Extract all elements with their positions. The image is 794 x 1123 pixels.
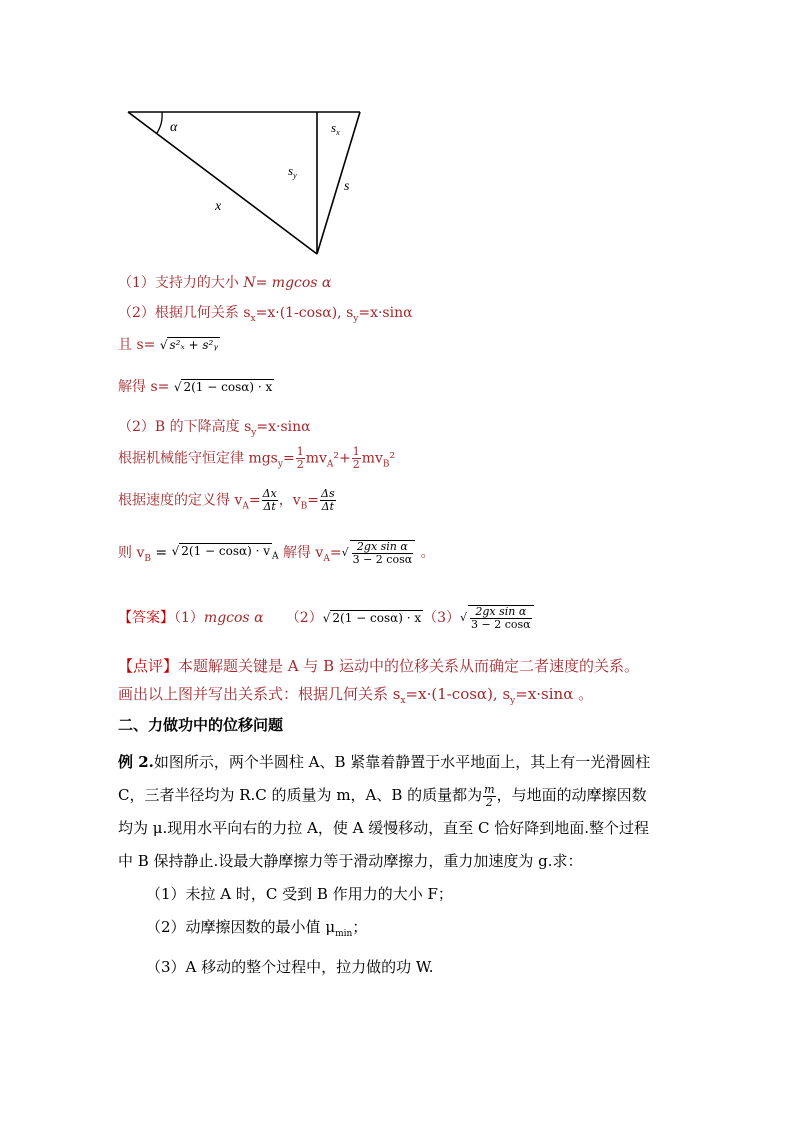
line-s-definition: 且 s= √ s²ₓ + s²ᵧ	[118, 337, 218, 353]
fraction-ds-dt: $\frac{\Delta s}{\Delta t}$	[321, 487, 335, 513]
comment-line-1: 【点评】本题解题关键是 A 与 B 运动中的位移关系从而确定二者速度的关系。	[118, 657, 639, 675]
answer-sqrt-3: √ $\frac{\text{2gx sin α}}{3 - 2 \cos\alpha}$	[460, 605, 535, 631]
line-energy-conservation: 根据机械能守恒定律 mgs$_y$= $\frac{1}{2}$ $mv_A^2+$ $\frac{1}{2}$ $mv_B^2$	[118, 445, 396, 471]
line-b-height: （2）B 的下降高度 $s_y=x\cdot\sin\alpha$	[118, 419, 311, 438]
fraction-dx-dt: $\frac{\Delta x}{\Delta t}$	[262, 487, 277, 513]
comment-block	[118, 655, 688, 712]
question-1: （1）未拉 A 时，C 受到 B 作用力的大小 F；	[146, 885, 453, 903]
answer-line: 【答案】（1）mgcos α （2）√ 2(1 − cosα) · x （3）√ $\frac{\text{2gx sin α}}{3 - 2 \cos\alpha}$	[118, 605, 535, 631]
label-sx: $s_x$	[331, 120, 340, 137]
question-3: （3）A 移动的整个过程中，拉力做的功 W.	[146, 958, 434, 976]
comment-line-2: 画出以上图并写出关系式：根据几何关系 $s_x=x\cdot(1-\cos\alpha)$, $s_y=x\cdot\sin\alpha$ 。	[118, 685, 594, 706]
example-line-1: 例 2.如图所示，两个半圆柱 A、B 紧靠着静置于水平地面上，其上有一光滑圆柱	[118, 753, 651, 771]
fraction-m-2: $\frac{m}{2}$	[484, 782, 495, 809]
answer-tag: 【答案】	[118, 610, 174, 626]
example-line-4: 中 B 保持静止.设最大静摩擦力等于滑动摩擦力，重力加速度为 g.求：	[118, 852, 583, 870]
line-solve-s: 解得 s= √ 2(1 − cosα) · x	[118, 379, 273, 395]
line-vb-va: 则 $v_B$ = √ 2(1 − cosα) · v $_A$ 解得 $v_A=√$ $\frac{\text{2gx sin α}}{3 - 2 \cos\alpha}$ 。	[118, 540, 435, 566]
comment-tag: 【点评】	[118, 657, 179, 675]
sqrt-va-result: √ $\frac{\text{2gx sin α}}{3 - 2 \cos\alpha}$	[342, 540, 417, 566]
line-support-force: （1）支持力的大小 N= mgcos α	[118, 275, 332, 291]
example-line-3: 均为 μ.现用水平向右的力拉 A，使 A 缓慢移动，直至 C 恰好降到地面.整个过程	[118, 819, 650, 837]
label-x: x	[215, 199, 222, 214]
fraction-half-2: $\frac{1}{2}$	[352, 445, 360, 471]
line-geometry-relation: （2）根据几何关系 $s_x=x\cdot(1-\cos\alpha)$, $s_y=x\cdot\sin\alpha$	[118, 305, 413, 324]
line-velocity-definition: 根据速度的定义得 $v_A=$ $\frac{\Delta x}{\Delta t}$ ，$v_B=$ $\frac{\Delta s}{\Delta t}$	[118, 487, 335, 513]
example-line-2: C，三者半径均为 R.C 的质量为 m，A、B 的质量都为 $\frac{m}{2}$ ，与地面的动摩擦因数	[118, 782, 647, 809]
label-alpha: α	[170, 120, 178, 135]
angle-arc	[157, 112, 162, 133]
section-heading: 二、力做功中的位移问题	[118, 716, 284, 734]
triangle-diagram	[120, 100, 380, 270]
hypotenuse-x	[128, 112, 317, 254]
fraction-half-1: $\frac{1}{2}$	[296, 445, 304, 471]
sqrt-sx-sy: √ s²ₓ + s²ᵧ	[159, 338, 218, 352]
sqrt-vb: √ 2(1 − cosα) · v $_A$	[171, 544, 279, 562]
label-s: s	[344, 179, 350, 194]
label-sy: $s_y$	[288, 163, 297, 180]
answer-sqrt-2: √ 2(1 − cosα) · x	[322, 611, 422, 625]
example-2	[118, 746, 688, 984]
sqrt-s-result: √ 2(1 − cosα) · x	[173, 380, 273, 394]
question-2: （2）动摩擦因数的最小值 $\mu_{min}$；	[146, 918, 368, 939]
